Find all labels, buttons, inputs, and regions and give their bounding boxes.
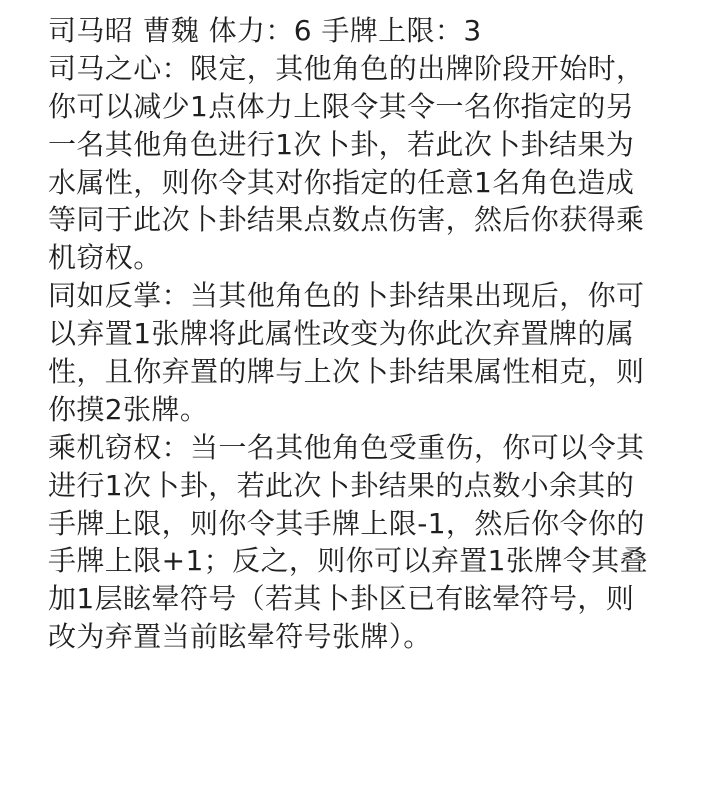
text-line: 一名其他角色进行1次卜卦，若此次卜卦结果为 bbox=[48, 127, 635, 161]
text-line: 进行1次卜卦，若此次卜卦结果的点数小余其的 bbox=[48, 468, 635, 502]
text-line: 手牌上限+1；反之，则你可以弃置1张牌令其叠 bbox=[48, 544, 648, 578]
header-line: 司马昭 曹魏 体力：6 手牌上限：3 bbox=[48, 14, 482, 47]
text-line: 等同于此次卜卦结果点数点伤害，然后你获得乘 bbox=[48, 203, 645, 237]
text-line: 乘机窃权：当一名其他角色受重伤，你可以令其 bbox=[48, 430, 645, 464]
text-line: 机窃权。 bbox=[48, 241, 162, 275]
text-line: 你可以减少1点体力上限令其令一名你指定的另 bbox=[48, 89, 635, 123]
text-line: 加1层眩晕符号（若其卜卦区已有眩晕符号，则 bbox=[48, 582, 635, 616]
text-line: 你摸2张牌。 bbox=[48, 392, 209, 426]
text-line: 水属性，则你令其对你指定的任意1名角色造成 bbox=[48, 165, 635, 199]
text-line: 改为弃置当前眩晕符号张牌）。 bbox=[48, 620, 432, 654]
document-body bbox=[48, 12, 712, 656]
text-line: 以弃置1张牌将此属性改变为你此次弃置牌的属 bbox=[48, 317, 635, 351]
text-line: 性，且你弃置的牌与上次卜卦结果属性相克，则 bbox=[48, 355, 645, 389]
text-line: 同如反掌：当其他角色的卜卦结果出现后，你可 bbox=[48, 279, 645, 313]
text-line: 司马之心：限定，其他角色的出牌阶段开始时， bbox=[48, 51, 645, 85]
text-line: 手牌上限，则你令其手牌上限-1，然后你令你的 bbox=[48, 506, 645, 540]
